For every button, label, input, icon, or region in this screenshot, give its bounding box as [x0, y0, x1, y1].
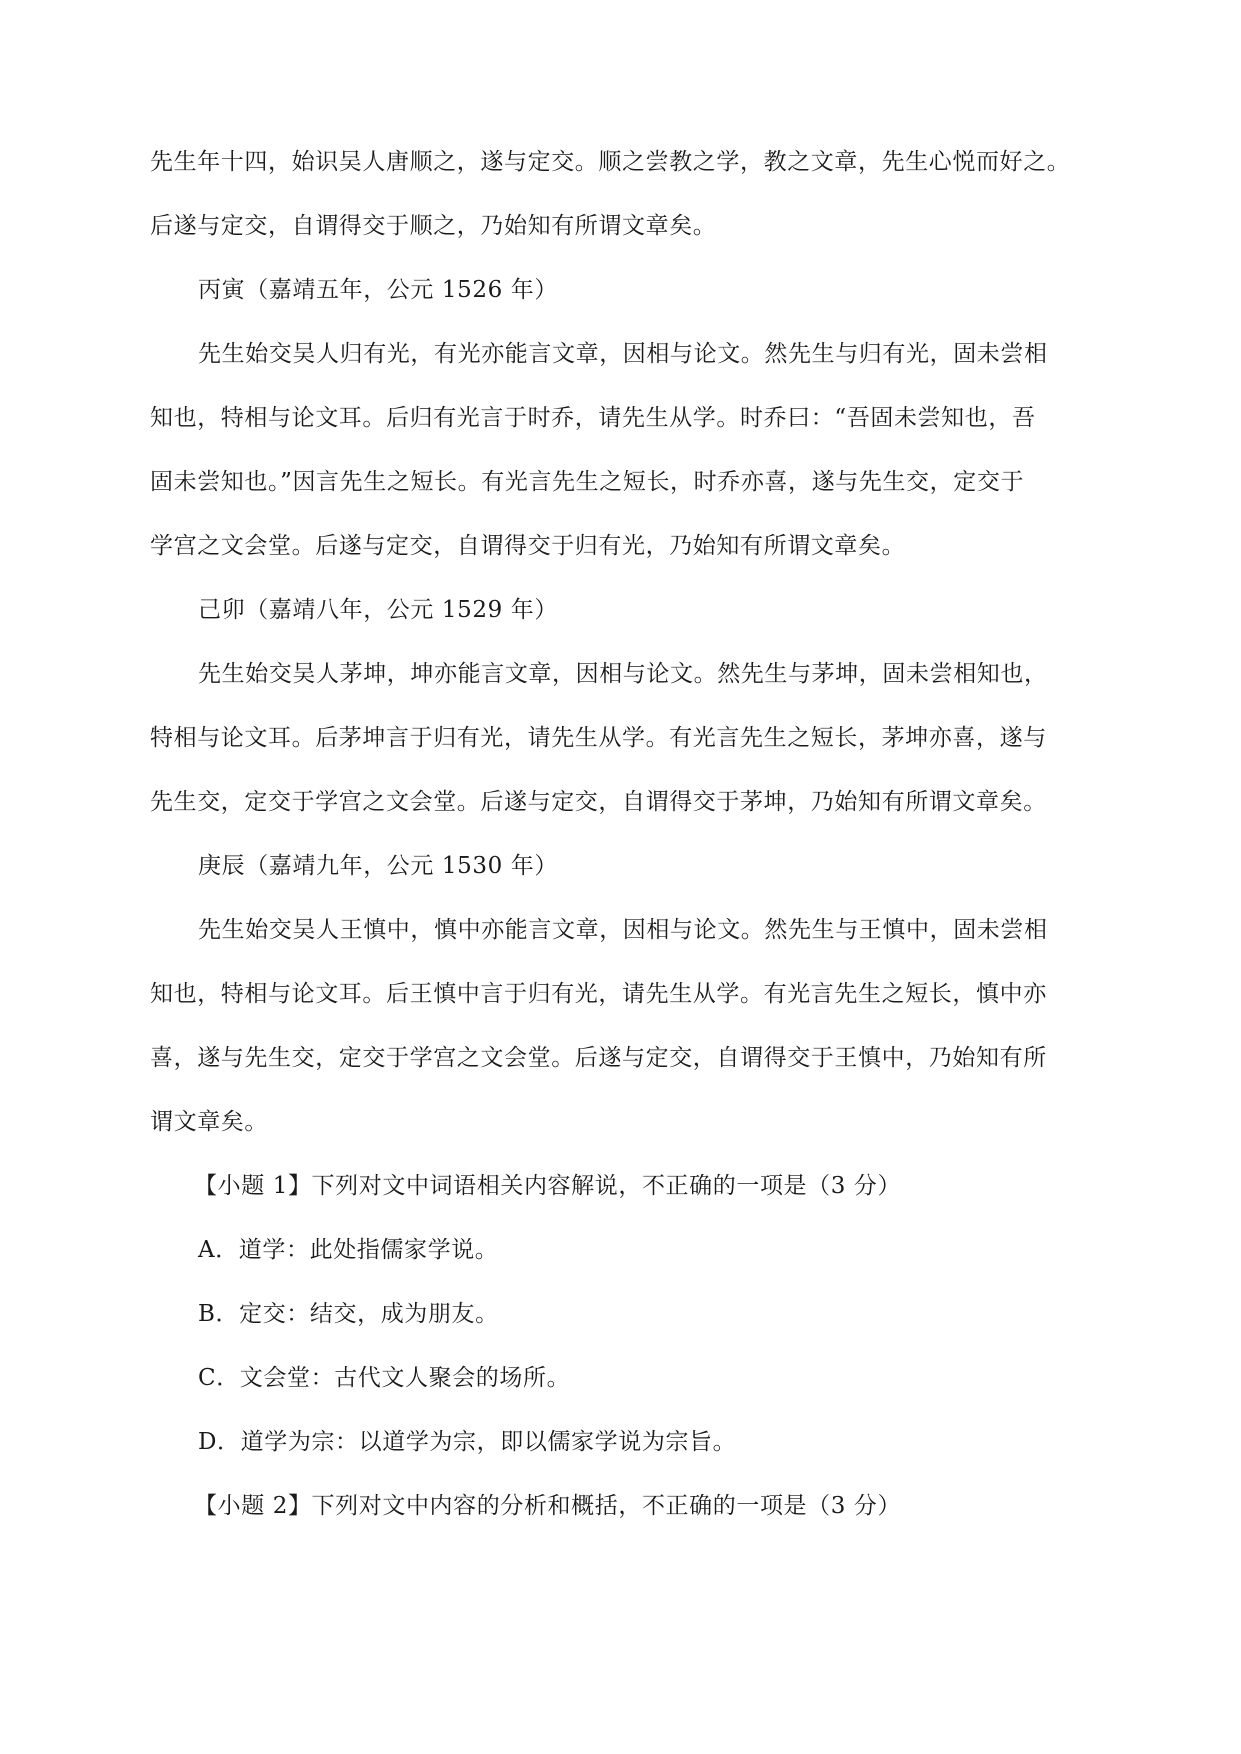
text-line: 喜，遂与先生交，定交于学宫之文会堂。后遂与定交，自谓得交于王慎中，乃始知有所: [150, 1045, 1047, 1071]
year-heading: 己卯（嘉靖八年，公元 1529 年）: [198, 597, 558, 623]
question-1-option-a: A．道学：此处指儒家学说。: [198, 1237, 499, 1263]
year-heading: 庚辰（嘉靖九年，公元 1530 年）: [198, 853, 558, 879]
text-line: 先生年十四，始识吴人唐顺之，遂与定交。顺之尝教之学，教之文章，先生心悦而好之。: [150, 149, 1071, 175]
year-heading: 丙寅（嘉靖五年，公元 1526 年）: [198, 277, 558, 303]
text-line: 先生始交吴人归有光，有光亦能言文章，因相与论文。然先生与归有光，固未尝相: [198, 341, 1048, 367]
question-1-option-b: B．定交：结交，成为朋友。: [198, 1301, 499, 1327]
text-line: 先生始交吴人茅坤，坤亦能言文章，因相与论文。然先生与茅坤，固未尝相知也，: [198, 661, 1048, 687]
question-1-option-c: C．文会堂：古代文人聚会的场所。: [198, 1365, 571, 1391]
text-line: 知也，特相与论文耳。后王慎中言于归有光，请先生从学。有光言先生之短长，慎中亦: [150, 981, 1047, 1007]
question-1-option-d: D．道学为宗：以道学为宗，即以儒家学说为宗旨。: [198, 1429, 737, 1455]
text-line: 先生交，定交于学宫之文会堂。后遂与定交，自谓得交于茅坤，乃始知有所谓文章矣。: [150, 789, 1047, 815]
question-1-title: 【小题 1】下列对文中词语相关内容解说，不正确的一项是（3 分）: [194, 1173, 902, 1199]
text-line: 谓文章矣。: [150, 1109, 268, 1135]
question-2-title: 【小题 2】下列对文中内容的分析和概括，不正确的一项是（3 分）: [194, 1493, 902, 1519]
text-line: 知也，特相与论文耳。后归有光言于时乔，请先生从学。时乔曰：“吾固未尝知也，吾: [150, 405, 1036, 431]
text-line: 特相与论文耳。后茅坤言于归有光，请先生从学。有光言先生之短长，茅坤亦喜，遂与: [150, 725, 1047, 751]
text-line: 先生始交吴人王慎中，慎中亦能言文章，因相与论文。然先生与王慎中，固未尝相: [198, 917, 1048, 943]
text-line: 后遂与定交，自谓得交于顺之，乃始知有所谓文章矣。: [150, 213, 717, 239]
text-line: 固未尝知也。”因言先生之短长。有光言先生之短长，时乔亦喜，遂与先生交，定交于: [150, 469, 1025, 495]
text-line: 学宫之文会堂。后遂与定交，自谓得交于归有光，乃始知有所谓文章矣。: [150, 533, 906, 559]
